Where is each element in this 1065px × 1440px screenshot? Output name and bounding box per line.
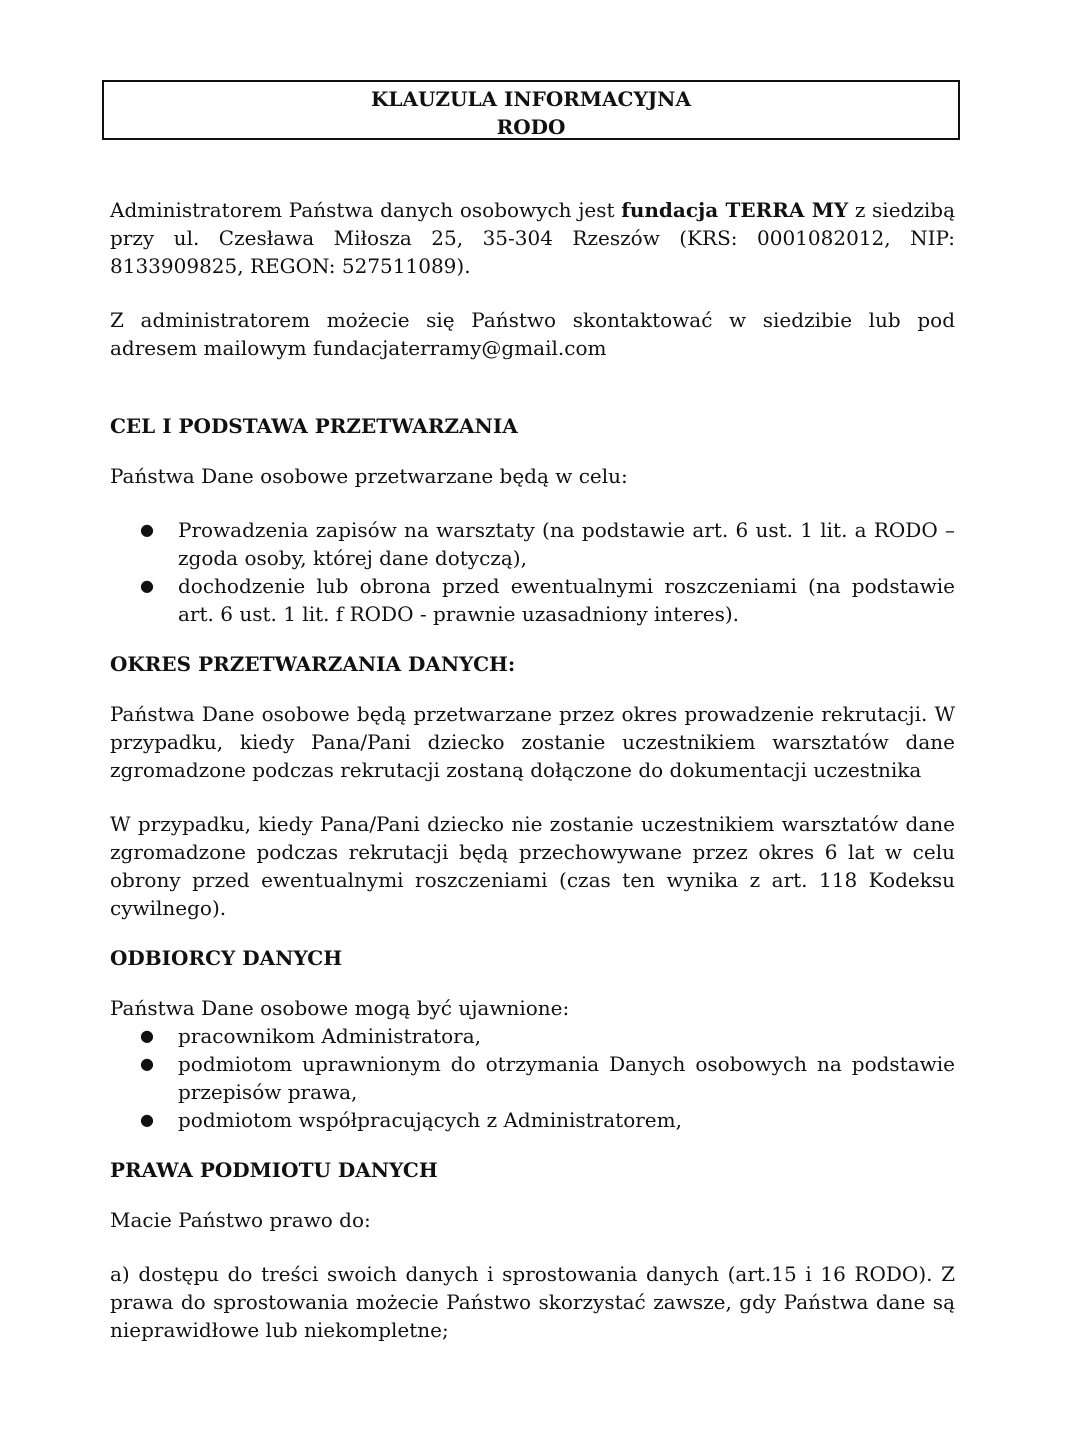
section-heading-rights: PRAWA PODMIOTU DANYCH bbox=[110, 1158, 438, 1182]
list-item bbox=[110, 572, 955, 628]
section-heading-period: OKRES PRZETWARZANIA DANYCH: bbox=[110, 652, 516, 676]
document-title: KLAUZULA INFORMACYJNA bbox=[371, 87, 691, 111]
period-paragraph-2: W przypadku, kiedy Pana/Pani dziecko nie zostanie uczestnikiem warsztatów dane zgromadzone podczas rekrutacji będą przechowywane przez okres 6 lat w celu obrony przed ewentualnymi roszczeniami (czas ten wynika z art. 118 Kodeksu cywilnego). bbox=[110, 812, 955, 920]
list-item bbox=[110, 1050, 955, 1106]
recipients-list bbox=[110, 1022, 955, 1134]
document-body bbox=[110, 196, 955, 1344]
list-item-text: Prowadzenia zapisów na warsztaty (na podstawie art. 6 ust. 1 lit. a RODO – zgoda osoby, której dane dotyczą), bbox=[178, 518, 955, 570]
bullet-icon: ● bbox=[140, 576, 154, 595]
bullet-icon: ● bbox=[140, 1110, 154, 1129]
list-item bbox=[110, 1022, 955, 1050]
bullet-icon: ● bbox=[140, 520, 154, 539]
purpose-intro: Państwa Dane osobowe przetwarzane będą w celu: bbox=[110, 464, 628, 488]
list-item-text: pracownikom Administratora, bbox=[178, 1024, 481, 1048]
list-item bbox=[110, 1106, 955, 1134]
period-paragraph-1: Państwa Dane osobowe będą przetwarzane przez okres prowadzenie rekrutacji. W przypadku, kiedy Pana/Pani dziecko zostanie uczestnikiem warsztatów dane zgromadzone podczas rekrutacji zostaną dołączone do dokumentacji uczestnika bbox=[110, 702, 955, 782]
section-heading-recipients: ODBIORCY DANYCH bbox=[110, 946, 343, 970]
administrator-paragraph bbox=[110, 196, 955, 280]
list-item bbox=[110, 516, 955, 572]
list-item-text: dochodzenie lub obrona przed ewentualnymi roszczeniami (na podstawie art. 6 ust. 1 lit. f RODO - prawnie uzasadniony interes). bbox=[178, 574, 955, 626]
bullet-icon: ● bbox=[140, 1054, 154, 1073]
contact-paragraph: Z administratorem możecie się Państwo skontaktować w siedzibie lub pod adresem mailowym fundacjaterramy@gmail.com bbox=[110, 308, 955, 360]
administrator-suffix: z siedzibą przy ul. Czesława Miłosza 25, 35-304 Rzeszów (KRS: 0001082012, NIP: 8133909825, REGON: 527511089). bbox=[110, 198, 956, 278]
administrator-name: fundacja TERRA MY bbox=[621, 198, 849, 222]
bullet-icon: ● bbox=[140, 1026, 154, 1045]
section-heading-purpose: CEL I PODSTAWA PRZETWARZANIA bbox=[110, 414, 518, 438]
list-item-text: podmiotom współpracujących z Administratorem, bbox=[178, 1108, 682, 1132]
document-subtitle: RODO bbox=[496, 115, 566, 139]
administrator-prefix: Administratorem Państwa danych osobowych jest bbox=[110, 198, 622, 222]
purpose-list bbox=[110, 516, 955, 628]
title-box bbox=[102, 80, 960, 140]
rights-intro: Macie Państwo prawo do: bbox=[110, 1208, 371, 1232]
rights-item-a: a) dostępu do treści swoich danych i sprostowania danych (art.15 i 16 RODO). Z prawa do sprostowania możecie Państwo skorzystać zawsze, gdy Państwa dane są nieprawidłowe lub niekompletne; bbox=[110, 1262, 955, 1342]
list-item-text: podmiotom uprawnionym do otrzymania Danych osobowych na podstawie przepisów prawa, bbox=[178, 1052, 955, 1104]
recipients-intro: Państwa Dane osobowe mogą być ujawnione: bbox=[110, 996, 570, 1020]
